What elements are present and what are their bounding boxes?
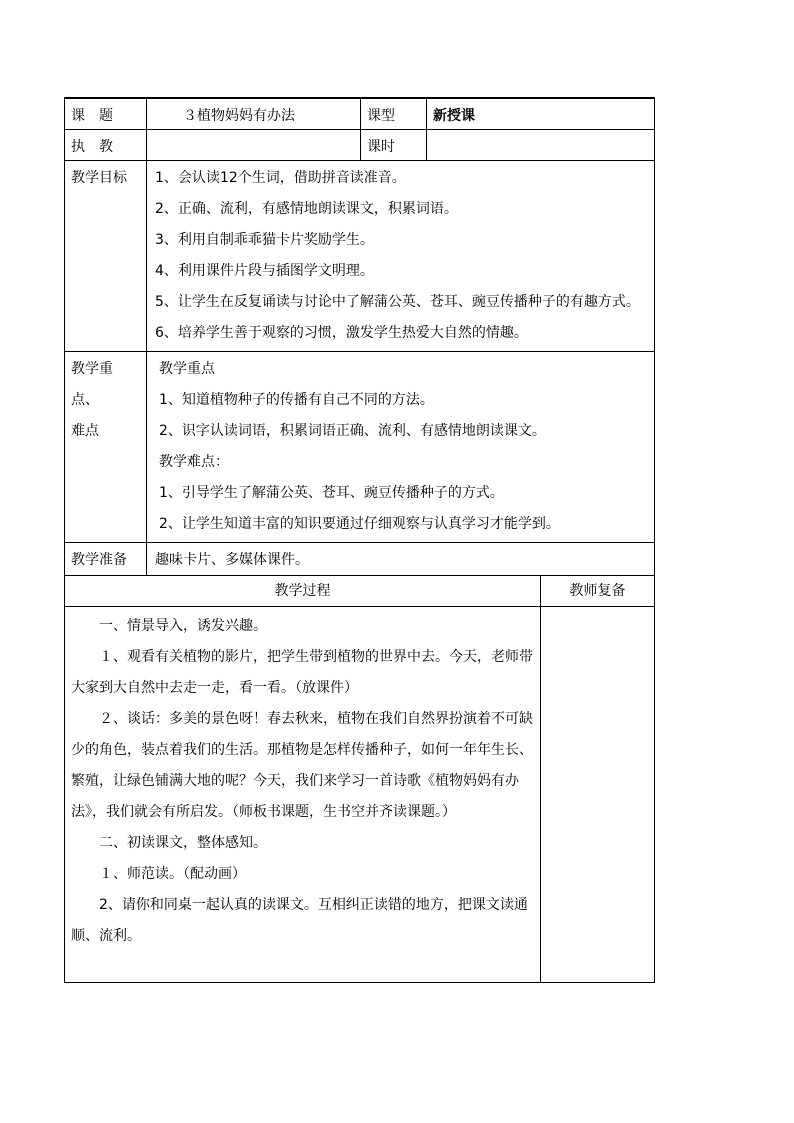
prep-value: 趣味卡片、多媒体课件。 <box>147 542 655 575</box>
goal-item: 2、正确、流利，有感情地朗读课文，积累词语。 <box>155 200 458 217</box>
period-label: 课时 <box>361 129 427 160</box>
difficult-point-item: 2、让学生知道丰富的知识要通过仔细观察与认真学习才能学到。 <box>159 515 560 532</box>
review-title: 教师复备 <box>541 575 655 606</box>
goal-item: 6、培养学生善于观察的习惯，激发学生热爱大自然的情趣。 <box>155 324 528 341</box>
topic-label: 课 题 <box>65 98 147 129</box>
review-content <box>541 606 655 982</box>
goal-item: 5、让学生在反复诵读与讨论中了解蒲公英、苍耳、豌豆传播种子的有趣方式。 <box>155 293 640 310</box>
key-point-item: 1、知道植物种子的传播有自己不同的方法。 <box>159 391 434 408</box>
difficult-points-title: 教学难点： <box>159 453 229 470</box>
process-content <box>65 606 541 982</box>
lesson-plan-sheet <box>64 97 654 983</box>
goals-label: 教学目标 <box>65 160 147 351</box>
teacher-label: 执 教 <box>65 129 147 160</box>
process-paragraph: ２、谈话：多美的景色呀！春去秋来，植物在我们自然界扮演着不可缺少的角色，装点着我们的生活。那植物是怎样传播种子，如何一年年生长、繁殖，让绿色铺满大地的呢？今天，我们来学习一首诗歌《植物妈妈有办法》，我们就会有所启发。（师板书课题，生书空并齐读课题。） <box>71 710 533 820</box>
process-paragraph: 二、初读课文，整体感知。 <box>99 834 267 851</box>
process-title: 教学过程 <box>65 575 541 606</box>
focus-label-line: 教学重点、 <box>71 360 113 408</box>
process-table <box>64 575 655 983</box>
goals-list <box>147 160 655 351</box>
process-paragraph: １、观看有关植物的影片，把学生带到植物的世界中去。今天，老师带大家到大自然中去走一走，看一看。（放课件） <box>71 648 533 696</box>
prep-label: 教学准备 <box>65 542 147 575</box>
type-label: 课型 <box>361 98 427 129</box>
type-value: 新授课 <box>427 98 655 129</box>
focus-content <box>147 351 655 542</box>
goal-item: 3、利用自制乖乖猫卡片奖励学生。 <box>155 231 374 248</box>
difficult-point-item: 1、引导学生了解蒲公英、苍耳、豌豆传播种子的方式。 <box>159 484 504 501</box>
goal-item: 1、会认读12个生词，借助拼音读准音。 <box>155 169 406 186</box>
lesson-info-table <box>64 97 655 576</box>
process-paragraph: 一、情景导入，诱发兴趣。 <box>99 617 267 634</box>
focus-label-line: 难点 <box>71 422 99 439</box>
process-paragraph: １、师范读。（配动画） <box>99 865 246 882</box>
key-point-item: 2、识字认读词语，积累词语正确、流利、有感情地朗读课文。 <box>159 422 546 439</box>
process-paragraph: 2、请你和同桌一起认真的读课文。互相纠正读错的地方，把课文读通顺、流利。 <box>71 896 528 944</box>
key-points-title: 教学重点 <box>159 360 215 377</box>
period-value <box>427 129 655 160</box>
focus-label <box>65 351 147 542</box>
goal-item: 4、利用课件片段与插图学文明理。 <box>155 262 374 279</box>
topic-value: ３植物妈妈有办法 <box>147 98 361 129</box>
teacher-value <box>147 129 361 160</box>
